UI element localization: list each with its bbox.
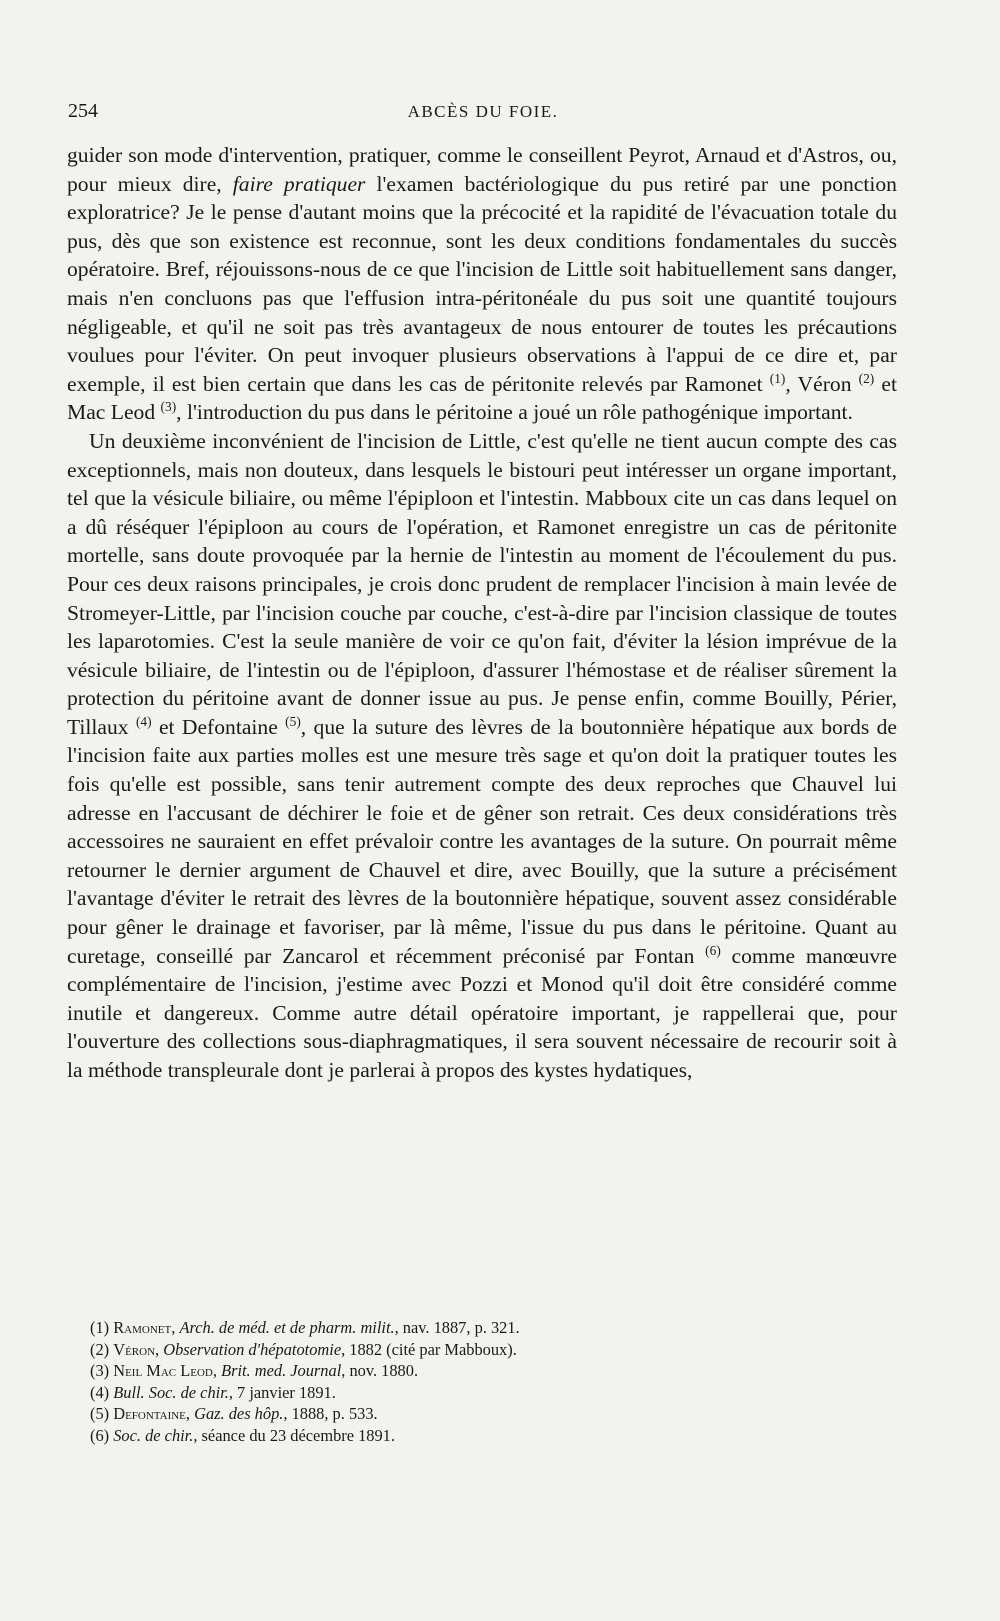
italic-text: faire pratiquer [232,171,366,196]
footnote-author: Neil Mac Leod, [113,1361,217,1381]
footnote-author: Ramonet, [113,1318,176,1337]
footnote-ref-6[interactable]: (6) [705,942,721,958]
footnote-rest: , séance du 23 décembre 1891. [193,1425,395,1445]
page-number: 254 [68,100,98,122]
footnote-number: (6) [90,1425,110,1445]
text-run: l'examen bactériologique du pus retiré par une ponction exploratrice? Je le pense d'autant moins que la précocité et la rapidité de l'évacuation totale du pus, dès que son existence est reconnue, sont les deux conditions fondamentales du succès opératoire. Bref, réjouissons-nous de ce que l'incision de Little soit habituellement sans danger, mais n'en concluons pas que l'effusion intra-péritonéale du pus soit une quantité toujours négligeable, et qu'il ne soit pas très avantageux de nous entourer de toutes les précautions voulues pour l'éviter. On peut invoquer plusieurs observations à l'appui de ce dire et, par exemple, il est bien certain que dans les cas de péritonite relevés par Ramonet [67,171,897,396]
footnote-1 [90,1317,890,1339]
footnote-author: Defontaine, [113,1404,191,1424]
footnote-ref-3[interactable]: (3) [160,399,177,415]
text-run: comme manœuvre complémentaire de l'incision, j'estime avec Pozzi et Monod qu'il doit être considéré comme inutile et dangereux. Comme autre détail opératoire important, je rappellerai que, pour l'ouverture des collections sous-diaphragmatiques, il sera souvent nécessaire de recourir soit à la méthode transpleurale dont je parlerai à propos des kystes hydatiques, [67,943,897,1082]
footnote-ref-4[interactable]: (4) [135,713,152,729]
footnote-title: Gaz. des hôp. [194,1404,284,1424]
footnote-rest: , nov. 1880. [341,1361,419,1381]
footnote-5 [90,1403,890,1425]
footnote-title: Soc. de chir. [113,1425,194,1445]
footnote-title: Arch. de méd. et de pharm. milit. [179,1318,395,1337]
footnote-2 [90,1339,890,1361]
footnote-number: (2) [90,1339,110,1359]
footnote-rest: , nav. 1887, p. 321. [394,1318,520,1337]
text-run: , l'introduction du pus dans le péritoine a joué un rôle pathogénique important. [176,400,853,425]
text-run: et Defontaine [151,714,286,739]
footnote-ref-2[interactable]: (2) [858,370,875,386]
footnote-rest: , 1882 (cité par Mabboux). [341,1339,517,1359]
body-text [67,141,897,1085]
footnote-number: (3) [90,1361,110,1381]
footnote-4 [90,1382,890,1404]
footnote-number: (5) [90,1404,110,1424]
footnote-6 [90,1425,890,1447]
text-run: , que la suture des lèvres de la boutonnière hépatique aux bords de l'incision faite aux parties molles est une mesure très sage et qu'on doit la pratiquer toutes les fois qu'elle est possible, sans tenir autrement compte des deux reproches que Chauvel lui adresse en l'accusant de déchirer le foie et de gêner son retrait. Ces deux considérations très accessoires ne sauraient en effet prévaloir contre les avantages de la suture. On pourrait même retourner le dernier argument de Chauvel et dire, avec Bouilly, que la suture a précisément l'avantage d'éviter le retrait des lèvres de la boutonnière hépatique, souvent assez considérable pour gêner le drainage et favoriser, par là même, l'issue du pus dans le péritoine. Quant au curetage, conseillé par Zancarol et récemment préconisé par Fontan [67,714,897,968]
footnote-rest: , 1888, p. 533. [283,1404,378,1424]
footnote-title: Brit. med. Journal [221,1361,342,1381]
footnote-author: Véron, [113,1339,160,1359]
paragraph-1 [67,141,897,427]
paragraph-2 [67,427,897,1085]
footnote-ref-1[interactable]: (1) [769,370,786,386]
footnote-ref-5[interactable]: (5) [285,713,301,729]
footnote-number: (1) [90,1318,110,1337]
footnote-3 [90,1360,890,1382]
text-run: guider son mode d'intervention, pratiquer, comme le conseillent Peyrot, Arnaud et d'Astros, ou, pour mieux dire, [67,143,897,196]
footnote-title: Observation d'hépatotomie [163,1339,342,1359]
running-title: ABCÈS DU FOIE. [407,102,559,121]
text-run: , Véron [785,371,859,396]
footnote-rest: , 7 janvier 1891. [228,1382,336,1402]
text-run: et Mac Leod [67,371,897,425]
footnotes [90,1317,890,1447]
text-run: Un deuxième inconvénient de l'incision de Little, c'est qu'elle ne tient aucun compte des cas exceptionnels, mais non douteux, dans lesquels le bistouri peut intéresser un organe important, tel que la vésicule biliaire, ou même l'épiploon et l'intestin. Mabboux cite un cas dans lequel on a dû réséquer l'épiploon au cours de l'opération, et Ramonet enregistre un cas de péritonite mortelle, sans doute provoquée par la hernie de l'intestin au moment de l'écoulement du pus. Pour ces deux raisons principales, je crois donc prudent de remplacer l'incision à main levée de Stromeyer-Little, par l'incision couche par couche, c'est-à-dire par l'incision classique de toutes les laparotomies. C'est la seule manière de voir ce qu'on fait, d'éviter la lésion imprévue de la vésicule biliaire, de l'intestin ou de l'épiploon, d'assurer l'hémostase et de réaliser sûrement la protection du péritoine avant de donner issue au pus. Je pense enfin, comme Bouilly, Périer, Tillaux [67,428,897,739]
footnote-title: Bull. Soc. de chir. [113,1382,229,1402]
footnote-number: (4) [90,1382,110,1402]
page-header [68,100,898,134]
